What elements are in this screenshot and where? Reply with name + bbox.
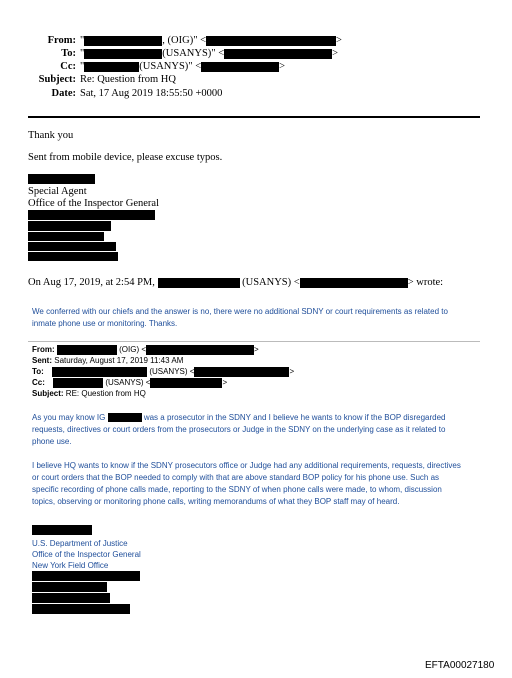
document-id: EFTA00027180 [425, 660, 495, 671]
redaction-bar [28, 242, 116, 251]
redaction-bar [32, 525, 92, 535]
subject-text: Re: Question from HQ [80, 74, 176, 85]
redaction-bar [28, 252, 118, 261]
cc-org: (USANYS)" < [139, 61, 202, 72]
inner-para1-line: phone use. [32, 437, 72, 446]
redaction-bar [28, 232, 104, 241]
date-text: Sat, 17 Aug 2019 18:55:50 +0000 [80, 88, 223, 99]
email-header-from [0, 34, 342, 48]
email-header-cc [0, 60, 285, 74]
quote-org: (USANYS) < [242, 277, 300, 288]
inner-para1-line: requests, directives or court orders from the prosecutors or Judge in the SDNY on the underlying case as it related to [32, 425, 446, 434]
redaction-bar [224, 49, 332, 59]
inner-subject-label: Subject: [32, 389, 64, 398]
inner-from-end: > [254, 345, 259, 354]
redaction-bar [158, 278, 240, 288]
inner-cc-end: > [222, 378, 228, 387]
inner-subject-text: RE: Question from HQ [65, 389, 146, 398]
header-divider [28, 116, 480, 118]
from-quote: " [80, 35, 85, 46]
redaction-bar [32, 571, 140, 581]
cc-label: Cc: [60, 61, 76, 72]
from-label: From: [47, 35, 76, 46]
inner-para2-line: or court orders that the BOP needed to comply with that are above standard BOP policy for his phone use. Such as [32, 473, 440, 482]
inner-subject [32, 388, 146, 399]
quote-date: On Aug 17, 2019, at 2:54 PM, [28, 277, 155, 288]
redaction-bar [84, 62, 139, 72]
quote-para-line: inmate phone use or monitoring. Thanks. [32, 319, 178, 328]
redaction-bar [146, 345, 254, 355]
redaction-bar [28, 210, 155, 220]
redaction-bar [150, 378, 222, 388]
quote-divider [28, 341, 480, 342]
redaction-bar [300, 278, 408, 288]
date-label: Date: [51, 88, 76, 99]
redaction-bar [28, 221, 111, 231]
email-header-to [0, 47, 338, 61]
signature-office: Office of the Inspector General [28, 198, 159, 209]
to-org: (USANYS)" < [162, 48, 225, 59]
redaction-bar [28, 174, 95, 184]
redaction-bar [194, 367, 289, 377]
email-header-subject [0, 73, 176, 87]
redaction-bar [52, 367, 147, 377]
redaction-bar [84, 36, 162, 46]
quote-wrote: > wrote: [407, 277, 444, 288]
redaction-bar [201, 62, 279, 72]
inner-sent-text: Saturday, August 17, 2019 11:43 AM [54, 356, 184, 365]
email-header-date [0, 87, 222, 101]
to-label: To: [61, 48, 76, 59]
redaction-bar [108, 413, 142, 422]
cc-quote: " [80, 61, 85, 72]
quote-para-line: We conferred with our chiefs and the answer is no, there were no additional SDNY or court requirements as related to [32, 307, 448, 316]
from-end: > [336, 35, 342, 46]
redaction-bar [53, 378, 103, 388]
to-end: > [332, 48, 339, 59]
from-org: , (OIG)" < [162, 35, 207, 46]
redaction-bar [206, 36, 336, 46]
inner-from-org: (OIG) < [119, 345, 147, 354]
inner-to-label: To: [32, 367, 44, 376]
inner-sig-line: Office of the Inspector General [32, 550, 141, 559]
inner-cc-org: (USANYS) < [105, 378, 151, 387]
quote-attribution [28, 276, 443, 289]
inner-sig-line: New York Field Office [32, 561, 109, 570]
cc-end: > [279, 61, 286, 72]
reply-mobile-note: Sent from mobile device, please excuse typos. [28, 152, 223, 163]
inner-cc [32, 377, 227, 388]
signature-title: Special Agent [28, 186, 87, 197]
inner-sig-line: U.S. Department of Justice [32, 539, 128, 548]
subject-label: Subject: [38, 74, 76, 85]
inner-from-label: From: [32, 345, 55, 354]
redaction-bar [32, 582, 107, 592]
redaction-bar [32, 604, 130, 614]
inner-to-end: > [289, 367, 295, 376]
inner-para2-line: topics, observing or monitoring phone calls, writing memorandums of what they BOP staff may of heard. [32, 497, 400, 506]
to-quote: " [80, 48, 85, 59]
redaction-bar [32, 593, 110, 603]
inner-para2-line: I believe HQ wants to know if the SDNY prosecutors office or Judge had any additional requirements, requests, directives [32, 461, 461, 470]
reply-thanks: Thank you [28, 130, 74, 141]
inner-text: As you may know IG [32, 413, 106, 422]
inner-text: was a prosecutor in the SDNY and I believe he wants to know if the BOP disregarded [143, 413, 446, 422]
inner-para1-line [32, 412, 445, 424]
inner-from [32, 344, 259, 355]
inner-to-org: (USANYS) < [149, 367, 195, 376]
inner-sent [32, 355, 183, 366]
redaction-bar [84, 49, 162, 59]
inner-sent-label: Sent: [32, 356, 52, 365]
inner-cc-label: Cc: [32, 378, 45, 387]
inner-para2-line: specific recording of phone calls made, reporting to the SDNY of when phone calls were made, to whom, discussion [32, 485, 442, 494]
redaction-bar [57, 345, 117, 355]
inner-to [32, 366, 294, 377]
